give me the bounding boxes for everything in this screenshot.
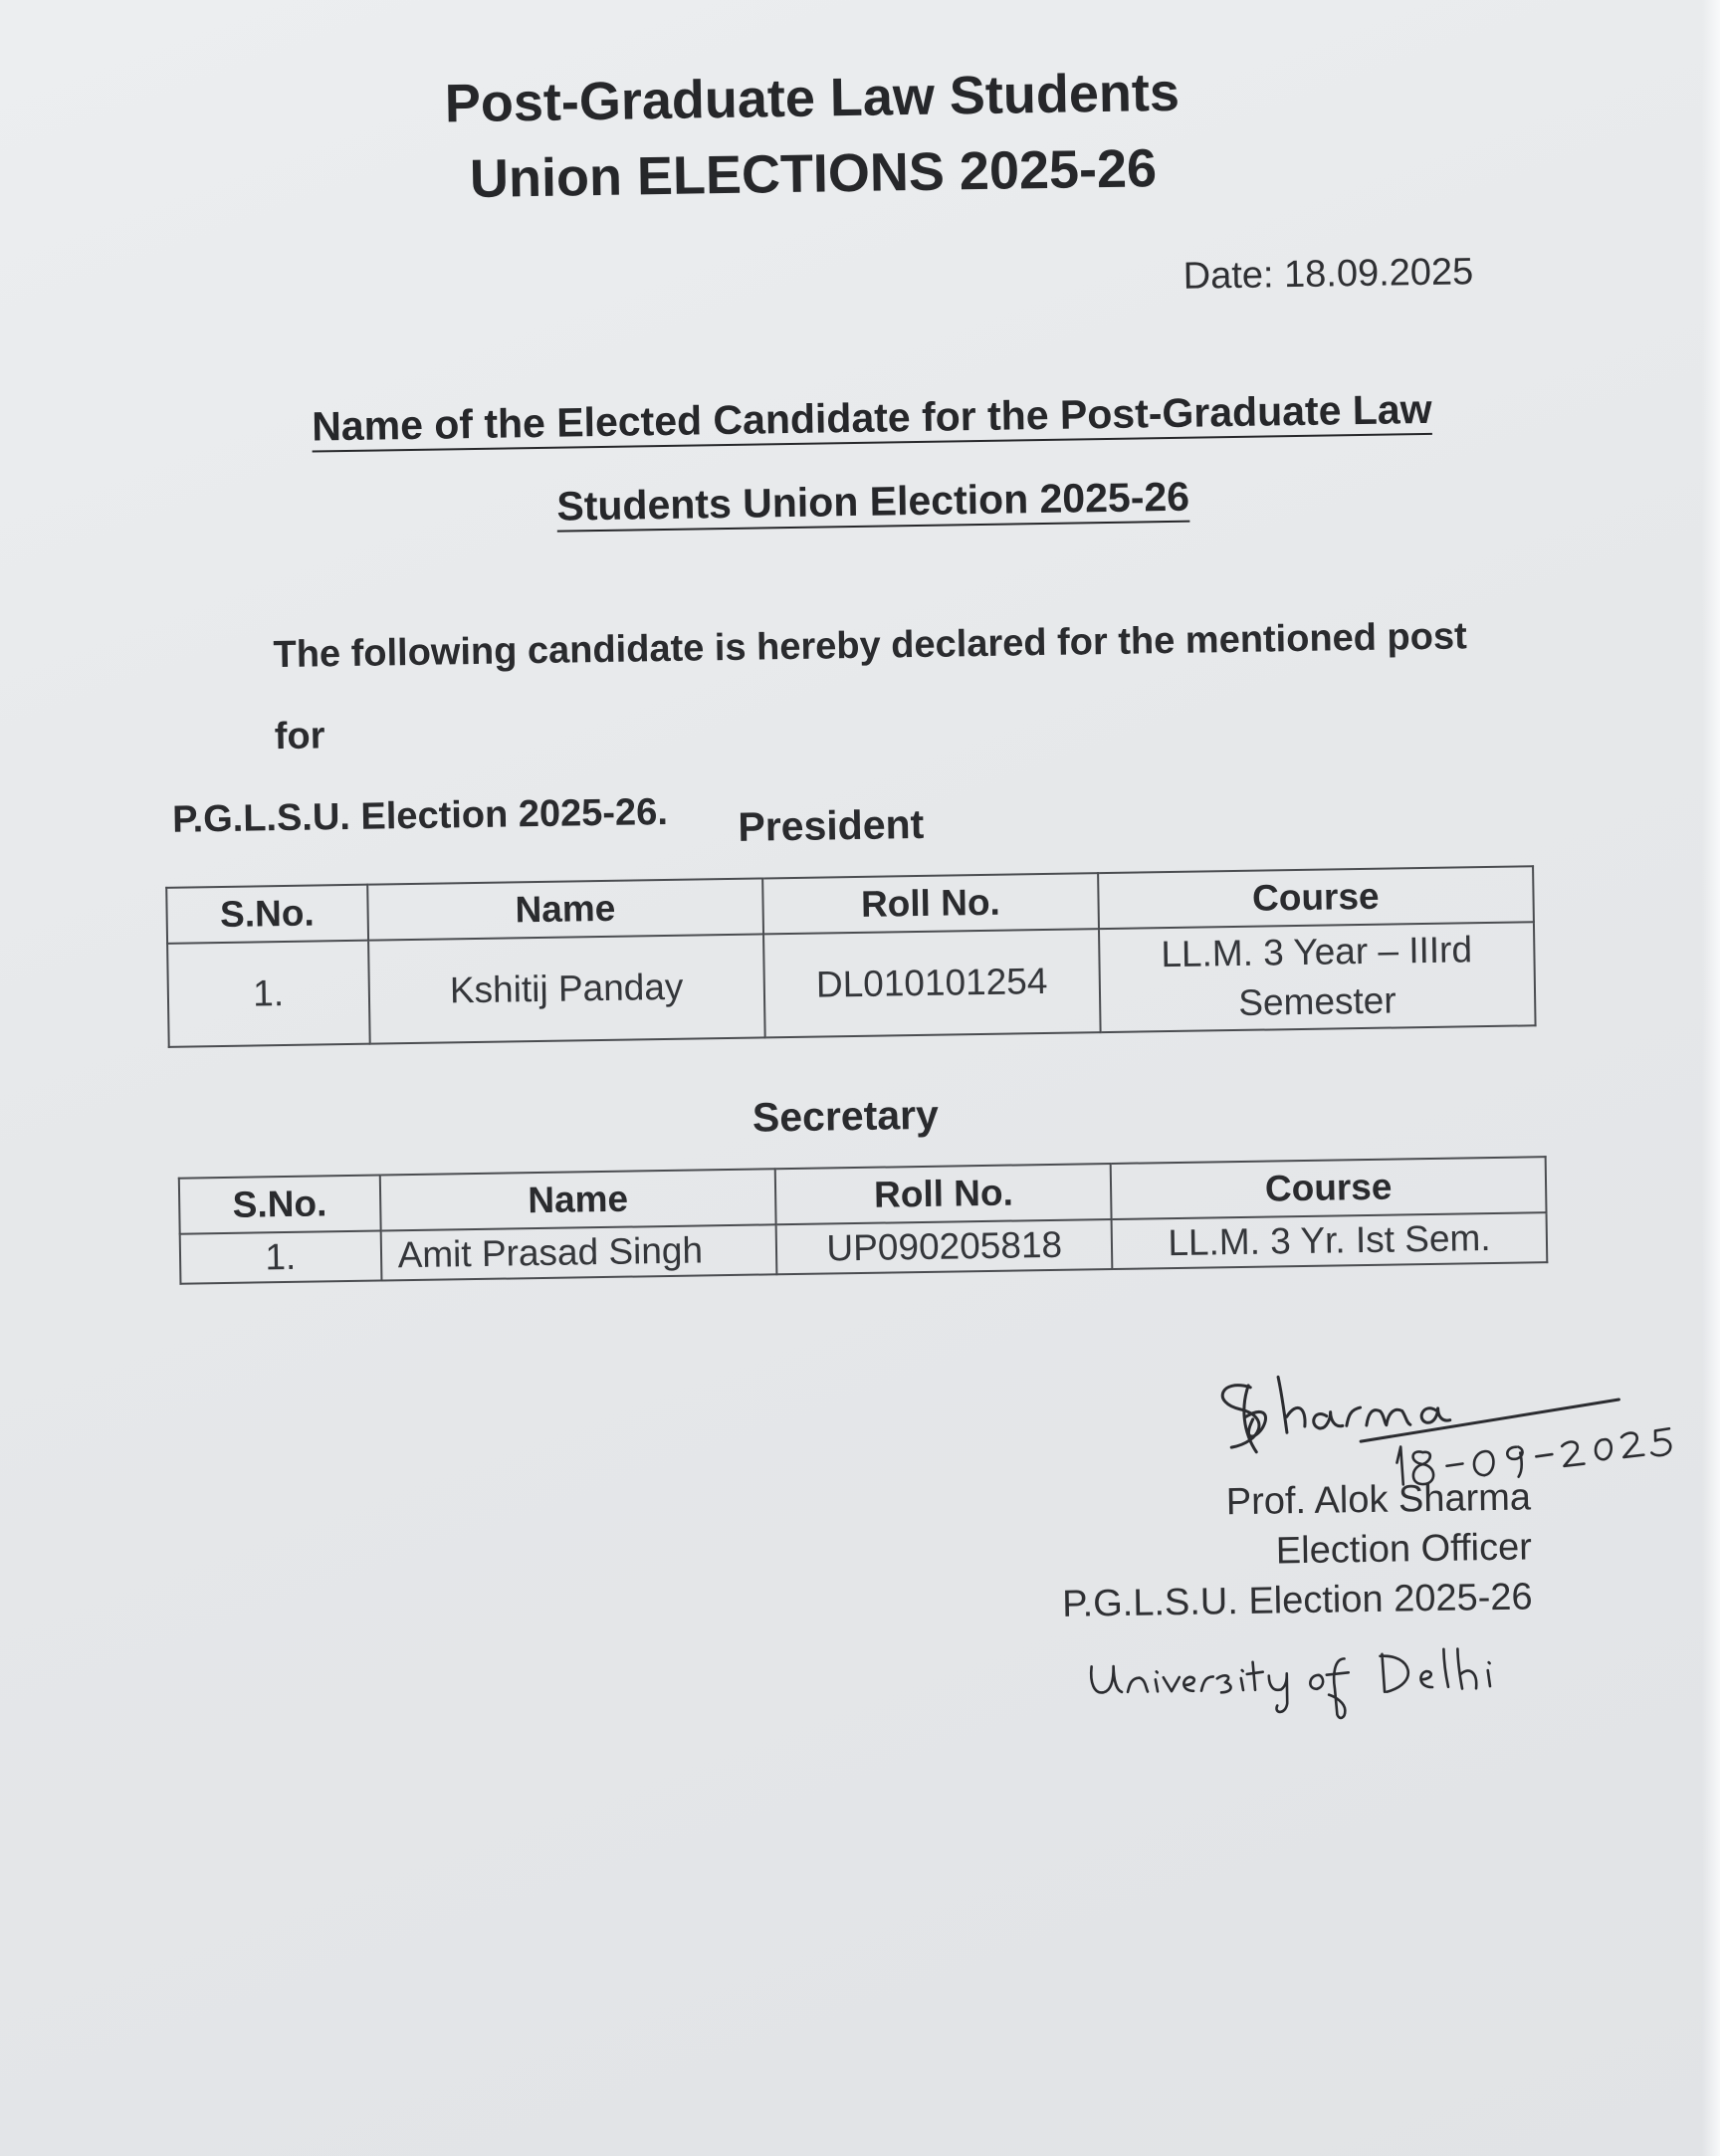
subheading-line-1: Name of the Elected Candidate for the Post-Graduate Law [311, 385, 1432, 450]
secretary-table [178, 1156, 1549, 1285]
president-title: President [738, 800, 925, 850]
course-line-2: Semester [1237, 979, 1397, 1023]
handwritten-institution [1083, 1641, 1542, 1728]
heading-line-2: Union ELECTIONS 2025-26 [469, 138, 1158, 209]
column-header-course: Course [1098, 866, 1534, 929]
cell-roll: UP090205818 [776, 1219, 1112, 1274]
officer-election: P.G.L.S.U. Election 2025-26 [1061, 1576, 1533, 1625]
table-row [167, 922, 1535, 1047]
column-header-name: Name [367, 878, 763, 940]
column-header-course: Course [1111, 1157, 1547, 1219]
cell-sno: 1. [167, 941, 369, 1047]
column-header-roll: Roll No. [775, 1164, 1112, 1224]
officer-block [1053, 1472, 1533, 1629]
cell-name: Kshitij Panday [368, 934, 765, 1043]
secretary-title: Secretary [752, 1091, 940, 1141]
cell-roll: DL010101254 [763, 929, 1100, 1037]
president-table [165, 865, 1536, 1048]
cell-course [1099, 922, 1536, 1032]
declaration-line-2: P.G.L.S.U. Election 2025-26. [171, 790, 669, 841]
column-header-name: Name [379, 1169, 776, 1230]
cell-name: Amit Prasad Singh [380, 1224, 777, 1280]
column-header-roll: Roll No. [762, 873, 1098, 934]
course-line-1: LL.M. 3 Year – IIIrd [1161, 929, 1473, 975]
officer-role: Election Officer [1275, 1526, 1533, 1573]
document-date: Date: 18.09.2025 [1182, 251, 1474, 298]
heading-line-1: Post-Graduate Law Students [444, 62, 1181, 134]
document-subheading [289, 366, 1455, 551]
column-header-sno: S.No. [166, 885, 367, 944]
cell-course: LL.M. 3 Yr. Ist Sem. [1112, 1212, 1548, 1269]
column-header-sno: S.No. [179, 1176, 380, 1234]
officer-name: Prof. Alok Sharma [1225, 1476, 1532, 1524]
document-heading [403, 54, 1221, 218]
subheading-line-2: Students Union Election 2025-26 [556, 473, 1190, 530]
declaration-line-1: The following candidate is hereby declared for the mentioned post for [273, 615, 1468, 758]
cell-sno: 1. [180, 1231, 381, 1284]
